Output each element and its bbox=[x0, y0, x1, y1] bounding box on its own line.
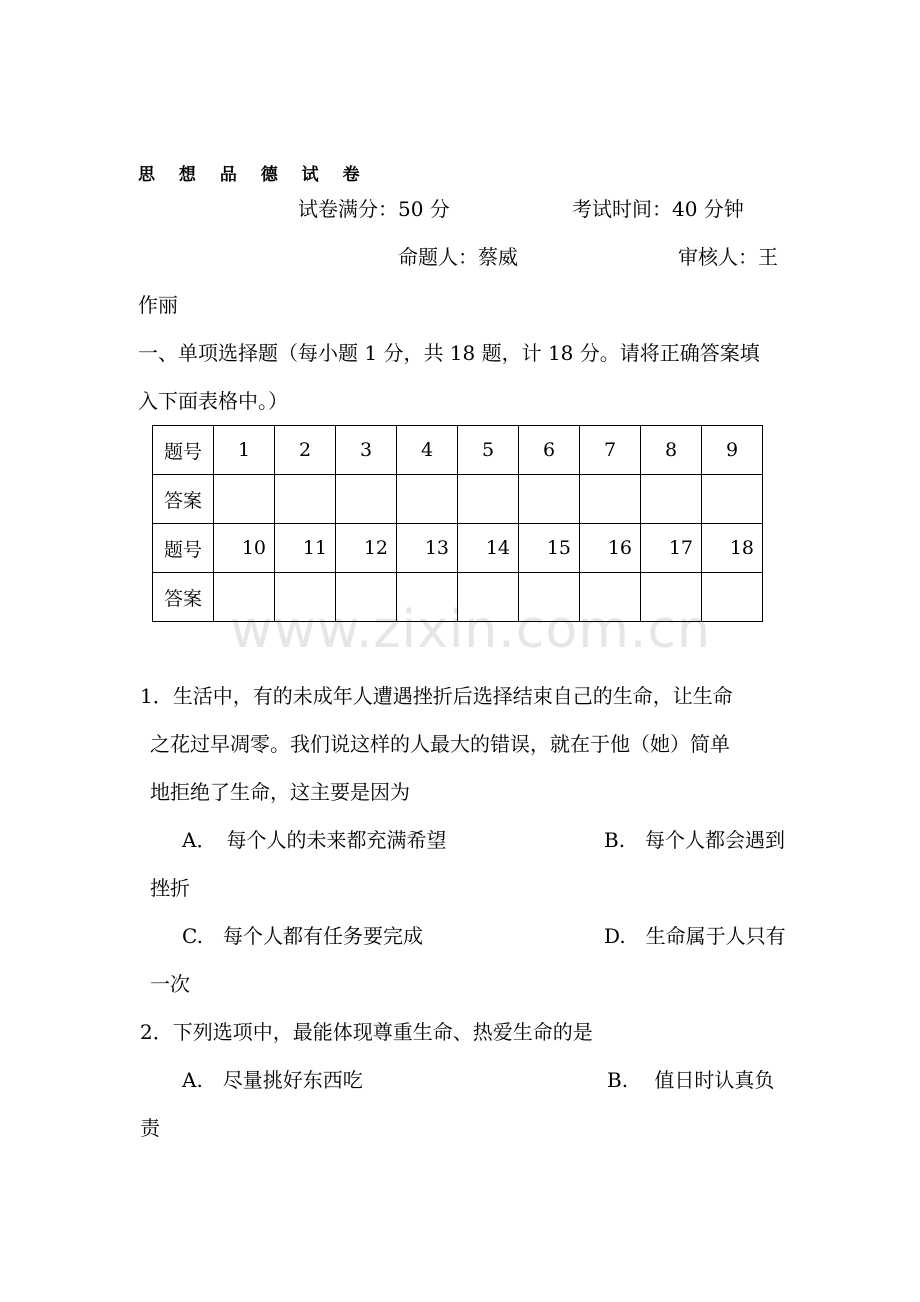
answer-cell[interactable] bbox=[336, 475, 397, 524]
question-number: 16 bbox=[580, 524, 641, 573]
question-number: 13 bbox=[397, 524, 458, 573]
question-1-text-line3: 地拒绝了生命，这主要是因为 bbox=[150, 780, 410, 804]
answer-cell[interactable] bbox=[275, 573, 336, 622]
answer-cell[interactable] bbox=[275, 475, 336, 524]
question-1-option-b: B. 每个人都会遇到 bbox=[604, 828, 786, 852]
answer-cell[interactable] bbox=[641, 573, 702, 622]
question-number: 17 bbox=[641, 524, 702, 573]
watermark: www.zixin.com.cn bbox=[230, 600, 711, 660]
answer-cell[interactable] bbox=[641, 475, 702, 524]
answer-cell[interactable] bbox=[580, 573, 641, 622]
question-1-option-c: C. 每个人都有任务要完成 bbox=[182, 924, 423, 948]
reviewer: 审核人：王 bbox=[678, 245, 778, 269]
answer-cell[interactable] bbox=[458, 475, 519, 524]
answer-cell[interactable] bbox=[519, 475, 580, 524]
full-score: 试卷满分：50 分 bbox=[298, 197, 450, 221]
answer-cell[interactable] bbox=[397, 573, 458, 622]
question-2-option-b: B. 值日时认真负 bbox=[607, 1068, 775, 1092]
question-1-option-b-continued: 挫折 bbox=[150, 876, 190, 900]
answer-cell[interactable] bbox=[519, 573, 580, 622]
question-number: 2 bbox=[275, 426, 336, 475]
answer-cell[interactable] bbox=[458, 573, 519, 622]
question-number: 9 bbox=[702, 426, 763, 475]
question-2-option-b-continued: 责 bbox=[140, 1116, 160, 1140]
exam-time: 考试时间：40 分钟 bbox=[572, 197, 744, 221]
table-row bbox=[153, 475, 763, 524]
section1-heading: 一、单项选择题（每小题 1 分，共 18 题，计 18 分。请将正确答案填 bbox=[138, 341, 760, 365]
question-number: 5 bbox=[458, 426, 519, 475]
question-2-option-a: A. 尽量挑好东西吃 bbox=[182, 1068, 363, 1092]
author: 命题人：蔡威 bbox=[398, 245, 518, 269]
page-title: 思 想 品 德 试 卷 bbox=[138, 165, 369, 185]
question-number: 12 bbox=[336, 524, 397, 573]
question-1-option-a: A． 每个人的未来都充满希望 bbox=[182, 828, 447, 852]
question-number: 1 bbox=[214, 426, 275, 475]
answer-table bbox=[152, 425, 763, 622]
question-number: 10 bbox=[214, 524, 275, 573]
answer-cell[interactable] bbox=[702, 573, 763, 622]
question-1-option-d: D. 生命属于人只有 bbox=[604, 924, 786, 948]
row-label: 题号 bbox=[153, 524, 214, 573]
answer-cell[interactable] bbox=[214, 573, 275, 622]
question-number: 3 bbox=[336, 426, 397, 475]
question-number: 14 bbox=[458, 524, 519, 573]
answer-cell[interactable] bbox=[214, 475, 275, 524]
question-number: 8 bbox=[641, 426, 702, 475]
question-number: 6 bbox=[519, 426, 580, 475]
reviewer-continued: 作丽 bbox=[138, 293, 178, 317]
question-number: 15 bbox=[519, 524, 580, 573]
question-number: 11 bbox=[275, 524, 336, 573]
row-label: 题号 bbox=[153, 426, 214, 475]
question-1-option-d-continued: 一次 bbox=[150, 972, 190, 996]
question-1-text: 1．生活中，有的未成年人遭遇挫折后选择结束自己的生命，让生命 bbox=[140, 684, 733, 708]
answer-cell[interactable] bbox=[580, 475, 641, 524]
answer-cell[interactable] bbox=[702, 475, 763, 524]
answer-cell[interactable] bbox=[397, 475, 458, 524]
answer-cell[interactable] bbox=[336, 573, 397, 622]
row-label: 答案 bbox=[153, 573, 214, 622]
question-1-text-line2: 之花过早凋零。我们说这样的人最大的错误，就在于他（她）简单 bbox=[150, 732, 730, 756]
question-number: 18 bbox=[702, 524, 763, 573]
section1-heading-continued: 入下面表格中。） bbox=[138, 389, 288, 413]
question-number: 7 bbox=[580, 426, 641, 475]
table-row bbox=[153, 573, 763, 622]
table-row bbox=[153, 524, 763, 573]
table-row bbox=[153, 426, 763, 475]
question-number: 4 bbox=[397, 426, 458, 475]
row-label: 答案 bbox=[153, 475, 214, 524]
question-2-text: 2．下列选项中，最能体现尊重生命、热爱生命的是 bbox=[140, 1020, 593, 1044]
